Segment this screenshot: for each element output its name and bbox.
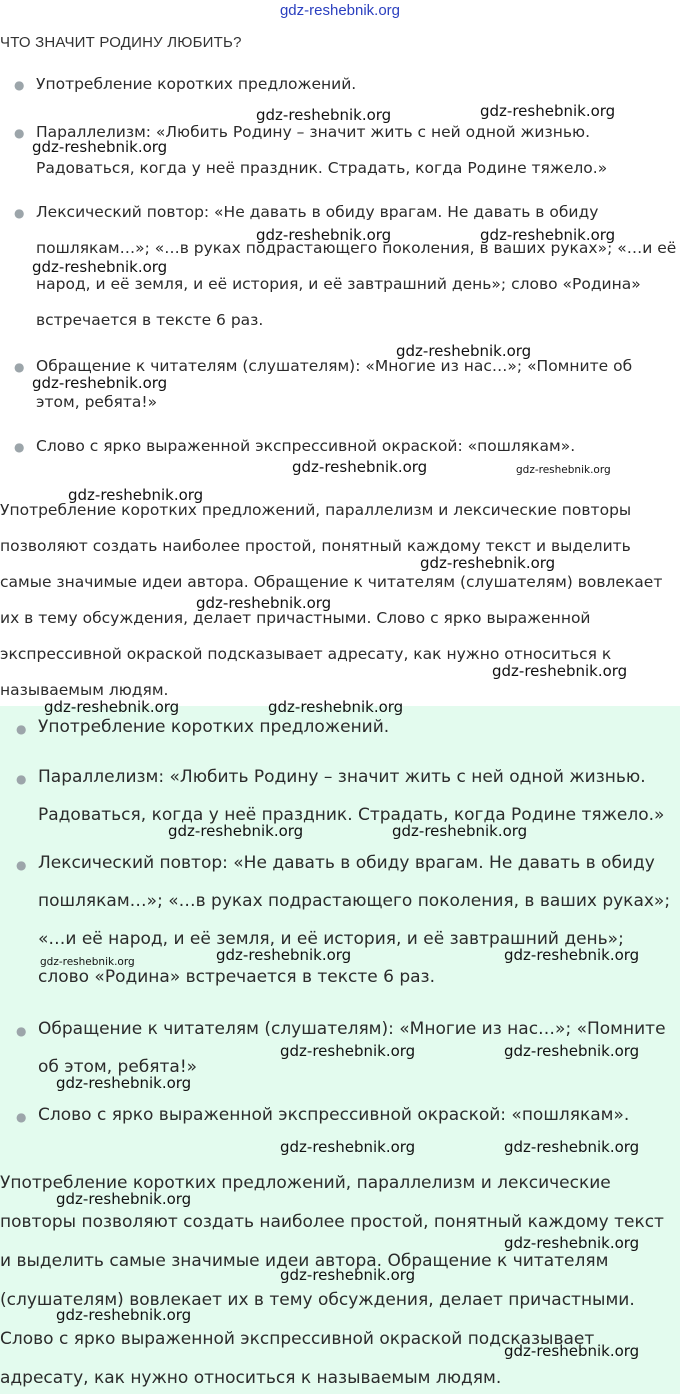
watermark: gdz-reshebnik.org	[280, 1042, 416, 1060]
watermark: gdz-reshebnik.org	[56, 1190, 192, 1208]
bullet-icon: ●	[16, 1110, 27, 1124]
site-watermark-link[interactable]: gdz-reshebnik.org	[279, 2, 401, 19]
bullet-icon: ●	[14, 78, 25, 92]
bullet-icon: ●	[16, 722, 27, 736]
watermark: gdz-reshebnik.org	[504, 1138, 640, 1156]
bullet-icon: ●	[16, 858, 27, 872]
watermark: gdz-reshebnik.org	[56, 1074, 192, 1092]
summary-paragraph-highlighted: Употребление коротких предложений, параллелизм и лексические повторы позволяют создать наиболее простой, понятный каждому текст и выделить самые значимые идеи автора. Обращение к читателям (слушателям) вовлекает их в тему обсуждения, делает причастными. Слово с ярко выраженной экспрессивной окраской подсказывает адресату, как нужно относиться к называемым людям.	[0, 1173, 664, 1388]
watermark: gdz-reshebnik.org	[44, 698, 180, 716]
bullet-icon: ●	[14, 360, 25, 374]
watermark: gdz-reshebnik.org	[392, 822, 528, 840]
watermark: gdz-reshebnik.org	[32, 138, 168, 156]
watermark: gdz-reshebnik.org	[56, 1306, 192, 1324]
watermark: gdz-reshebnik.org	[196, 594, 332, 612]
bullet-icon: ●	[16, 1024, 27, 1038]
watermark: gdz-reshebnik.org	[504, 1342, 640, 1360]
watermark: gdz-reshebnik.org	[292, 458, 428, 476]
watermark: gdz-reshebnik.org	[268, 698, 404, 716]
watermark: gdz-reshebnik.org	[480, 102, 616, 120]
bullet-icon: ●	[16, 772, 27, 786]
watermark: gdz-reshebnik.org	[32, 374, 168, 392]
watermark: gdz-reshebnik.org	[480, 226, 616, 244]
watermark: gdz-reshebnik.org	[504, 946, 640, 964]
watermark: gdz-reshebnik.org	[68, 486, 204, 504]
page-title: ЧТО ЗНАЧИТ РОДИНУ ЛЮБИТЬ?	[0, 34, 242, 51]
watermark: gdz-reshebnik.org	[504, 1234, 640, 1252]
bullet-icon: ●	[14, 440, 25, 454]
bullet-icon: ●	[14, 206, 25, 220]
bullet-icon: ●	[14, 126, 25, 140]
watermark: gdz-reshebnik.org	[504, 1042, 640, 1060]
watermark: gdz-reshebnik.org	[280, 1138, 416, 1156]
watermark: gdz-reshebnik.org	[396, 342, 532, 360]
summary-paragraph: Употребление коротких предложений, параллелизм и лексические повторы позволяют создать наиболее простой, понятный каждому текст и выделить самые значимые идеи автора. Обращение к читателям (слушателям) вовлекает их в тему обсуждения, делает причастными. Слово с ярко выраженной экспрессивной окраской подсказывает адресату, как нужно относиться к называемым людям.	[0, 501, 663, 699]
watermark: gdz-reshebnik.org	[420, 554, 556, 572]
watermark: gdz-reshebnik.org	[492, 662, 628, 680]
watermark: gdz-reshebnik.org	[280, 1266, 416, 1284]
watermark: gdz-reshebnik.org	[516, 464, 611, 476]
watermark: gdz-reshebnik.org	[32, 258, 168, 276]
watermark: gdz-reshebnik.org	[216, 946, 352, 964]
watermark: gdz-reshebnik.org	[168, 822, 304, 840]
watermark: gdz-reshebnik.org	[256, 226, 392, 244]
watermark: gdz-reshebnik.org	[256, 106, 392, 124]
highlighted-answer-block: ● Употребление коротких предложений. ● Параллелизм: «Любить Родину – значит жить с ней одной жизнью. Радоваться, когда у неё праздник. Страдать, когда Родине тяжело.» ● Лексический повтор: «Не давать в обиду врагам. Не давать в обиду пошлякам…»; «…в руках подрастающего поколения, в ваших руках»; «…и её народ, и её земля, и её история, и её завтрашний день»; слово «Родина» встречается в тексте 6 раз. ● Обращение к читателям (слушателям): «Многие из нас…»; «Помните об этом, ребята!» ● Слово с ярко выраженной экспрессивной окраской: «пошлякам».	[0, 706, 680, 1394]
watermark: gdz-reshebnik.org	[40, 956, 135, 968]
